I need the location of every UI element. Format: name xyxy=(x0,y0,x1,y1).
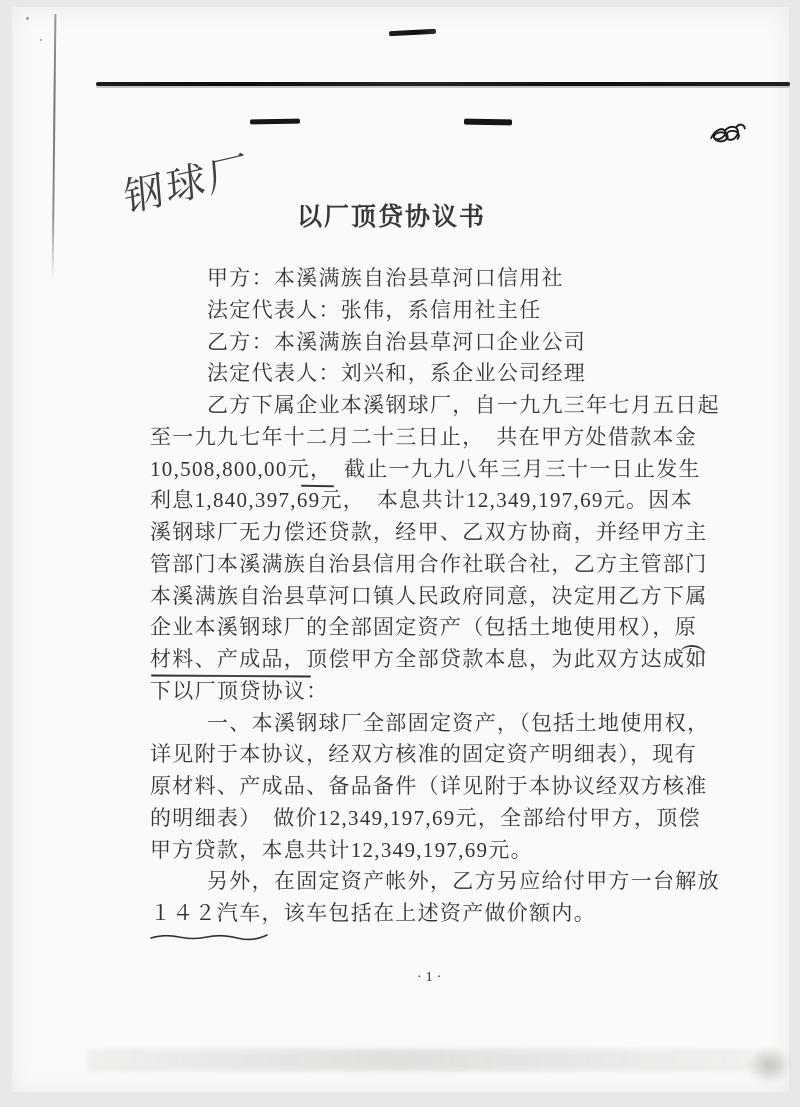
document-line: 材料、产成品，顶偿甲方全部贷款本息，为此双方达成如 xyxy=(150,647,708,671)
copy-mark-top-dash xyxy=(389,29,436,36)
document-line: 甲方：本溪满族自治县草河口信用社 xyxy=(207,266,564,290)
document-line: 法定代表人：张伟，系信用社主任 xyxy=(207,297,542,322)
document-line: 一、本溪钢球厂全部固定资产，（包括土地使用权， xyxy=(207,710,710,735)
document-line: 溪钢球厂无力偿还贷款，经甲、乙双方协商，并经甲方主 xyxy=(150,520,708,544)
copy-mark-short-dash-left xyxy=(250,119,300,125)
document-line: 下以厂顶贷协议： xyxy=(150,678,329,703)
wavy-underline-truck-mark xyxy=(149,929,269,939)
handwritten-note: 钢球厂 xyxy=(122,146,253,223)
document-line: 甲方贷款，本息共计12,349,197,69元。 xyxy=(150,837,533,862)
document-line: 管部门本溪满族自治县信用合作社联合社，乙方主管部门 xyxy=(150,551,708,576)
document-line: 法定代表人：刘兴和，系企业公司经理 xyxy=(207,361,587,386)
document-lines xyxy=(150,263,725,930)
document-line: 乙方下属企业本溪钢球厂，自一九九三年七月五日起 xyxy=(207,393,720,417)
corner-noise xyxy=(747,1047,792,1085)
page-number: ·1· xyxy=(417,970,446,985)
document-line: 另外，在固定资产帐外，乙方另应给付甲方一台解放 xyxy=(207,869,720,894)
scanned-paper xyxy=(12,7,789,1092)
copy-mark-long-line xyxy=(96,82,790,86)
document-line: 详见附于本协议，经双方核准的固定资产明细表），现有 xyxy=(150,742,697,767)
paper-speck xyxy=(26,17,29,20)
document-line: 乙方：本溪满族自治县草河口企业公司 xyxy=(207,329,587,354)
document-line: 的明细表） 做价12,349,197,69元，全部给付甲方，顶偿 xyxy=(150,805,701,830)
document-line: １４２汽车，该车包括在上述资产做价额内。 xyxy=(150,901,596,925)
document-line: 原材料、产成品、备品备件（详见附于本协议经双方核准 xyxy=(150,774,708,798)
document-line: 10,508,800,00元， 截止一九九八年三月三十一日止发生 xyxy=(150,456,701,481)
document-title: 以厂顶贷协议书 xyxy=(297,204,487,231)
left-crease-line xyxy=(52,14,57,282)
copy-mark-short-dash-right xyxy=(464,119,512,126)
document-line: 利息1,840,397,69元， 本息共计12,349,197,69元。因本 xyxy=(150,488,693,513)
document-line: 企业本溪钢球厂的全部固定资产（包括土地使用权），原 xyxy=(150,615,697,640)
document-line: 本溪满族自治县草河口镇人民政府同意，决定用乙方下属 xyxy=(150,583,708,608)
ink-scribble-mark xyxy=(708,118,748,150)
bottom-smudge xyxy=(87,1049,782,1071)
document-line: 至一九九七年十二月二十三日止， 共在甲方处借款本金 xyxy=(150,424,697,449)
paper-speck xyxy=(40,39,42,41)
